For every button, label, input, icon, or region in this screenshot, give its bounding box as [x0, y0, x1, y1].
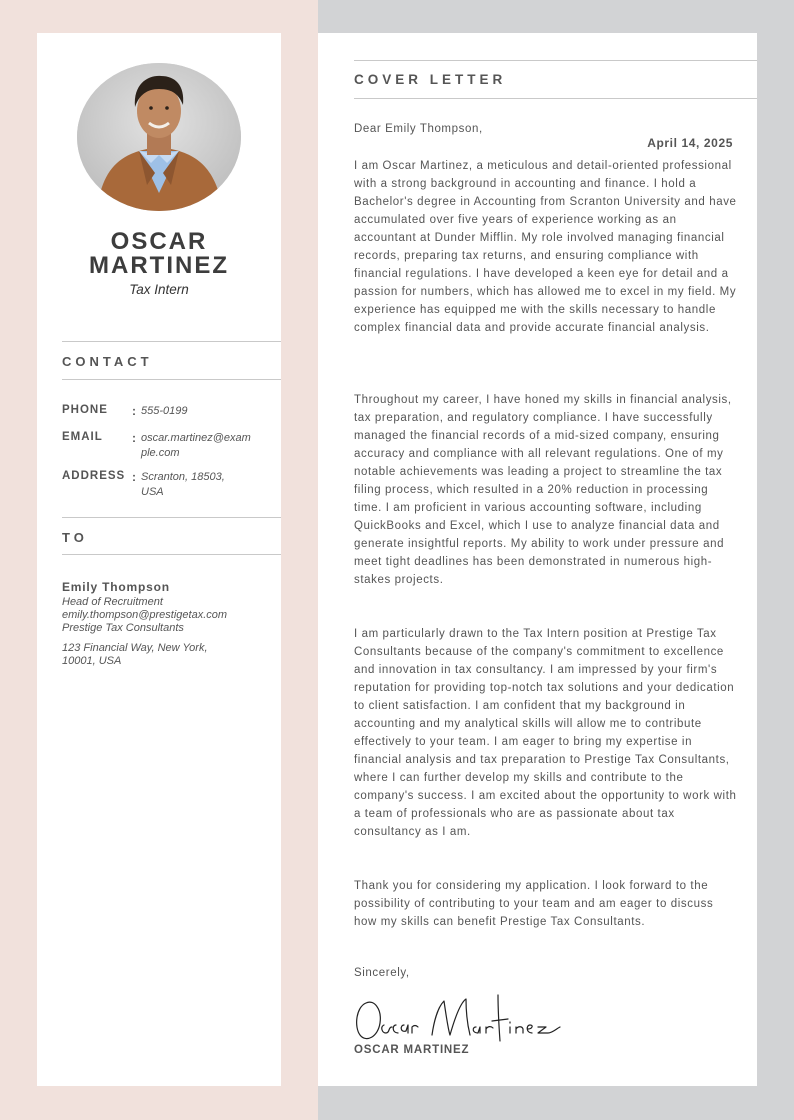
- letter-date: April 14, 2025: [647, 136, 733, 150]
- contact-top-divider: [62, 341, 281, 342]
- contact-bottom-divider: [62, 379, 281, 380]
- paragraph-4: Thank you for considering my application. I look forward to the possibility of contributing to your team and am eager to discuss how my skills can benefit Prestige Tax Consultants.: [354, 880, 714, 928]
- contact-heading: CONTACT: [62, 354, 153, 369]
- to-bottom-divider: [62, 554, 281, 555]
- address-colon: :: [132, 470, 136, 484]
- paragraph-2: Throughout my career, I have honed my skills in financial analysis, tax preparation, and regulatory compliance. I have successfully managed the financial records of a mid-sized company, ensuring accuracy and compliance with all relevant regulations. One of my notable achievements was leading a project to streamline the tax filing process, which resulted in a 20% reduction in processing time. I am proficient in various accounting software, including QuickBooks and Excel, which I use to analyze financial data and generate insightful reports. My ability to work under pressure and meet tight deadlines has been demonstrated in numerous high-stakes projects.: [354, 394, 732, 586]
- closing: Sincerely,: [354, 967, 410, 979]
- first-name: OSCAR: [110, 228, 208, 255]
- phone-label: PHONE: [62, 404, 108, 416]
- letter-top-divider: [354, 60, 757, 61]
- email-colon: :: [132, 431, 136, 445]
- portrait-image: [77, 63, 241, 211]
- recipient-address: 123 Financial Way, New York, 10001, USA: [62, 642, 208, 667]
- phone-value: 555-0199: [141, 405, 188, 417]
- letter-heading: COVER LETTER: [354, 72, 507, 87]
- letter-card: [318, 33, 757, 1086]
- recipient-name: Emily Thompson: [62, 580, 170, 594]
- job-title: Tax Intern: [129, 282, 189, 297]
- paragraph-3: I am particularly drawn to the Tax Intern position at Prestige Tax Consultants because of the company's commitment to excellence and innovation in tax consultancy. I am impressed by your firm's reputation for providing top-notch tax solutions and your dedication to client satisfaction. I am confident that my background in accounting and my analytical skills will allow me to contribute effectively to your team. I am eager to bring my expertise in financial analysis and tax preparation to Prestige Tax Consultants, where I can further develop my skills and contribute to the company's success. I am excited about the opportunity to work with a team of professionals who are as passionate about tax consultancy as I am.: [354, 628, 737, 838]
- sidebar-card: [37, 33, 281, 1086]
- phone-colon: :: [132, 404, 136, 418]
- email-label: EMAIL: [62, 431, 103, 443]
- recipient-position: Head of Recruitment: [62, 596, 163, 608]
- letter-heading-divider: [354, 98, 757, 99]
- to-top-divider: [62, 517, 281, 518]
- signer-name: OSCAR MARTINEZ: [354, 1044, 470, 1056]
- to-heading: TO: [62, 530, 88, 545]
- address-value: Scranton, 18503, USA: [141, 471, 225, 498]
- paragraph-1: I am Oscar Martinez, a meticulous and detail-oriented professional with a strong background in accounting and finance. I hold a Bachelor's degree in Accounting from Scranton University and have accumulated over five years of experience working as an accountant at Dunder Mifflin. My role involved managing financial records, preparing tax returns, and ensuring compliance with financial regulations. I have developed a keen eye for detail and a passion for numbers, which has allowed me to excel in my field. My experience has equipped me with the skills necessary to handle complex financial data and provide accurate financial analysis.: [354, 160, 737, 334]
- last-name: MARTINEZ: [89, 252, 229, 279]
- greeting: Dear Emily Thompson,: [354, 123, 483, 135]
- handwritten-signature: [352, 991, 567, 1047]
- email-value: oscar.martinez@example.com: [141, 432, 251, 459]
- recipient-company: Prestige Tax Consultants: [62, 622, 184, 634]
- recipient-email: emily.thompson@prestigetax.com: [62, 609, 228, 621]
- profile-photo: [77, 63, 241, 211]
- address-label: ADDRESS: [62, 470, 126, 482]
